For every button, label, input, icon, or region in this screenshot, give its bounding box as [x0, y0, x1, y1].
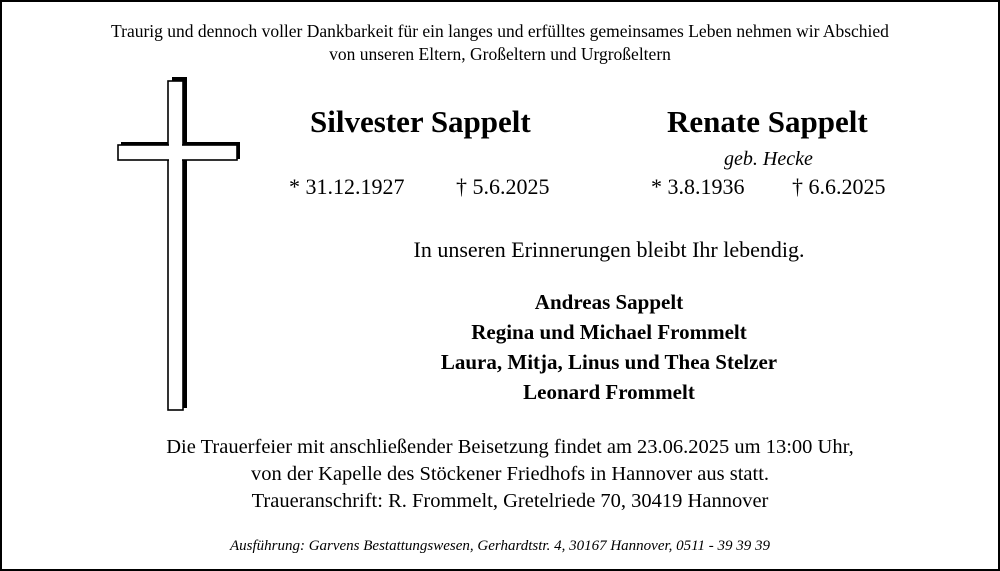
- latin-cross-icon: [2, 2, 262, 422]
- birth-date-2: * 3.8.1936: [651, 174, 745, 199]
- funeral-details: [12, 434, 1000, 515]
- funeral-line-1: Die Trauerfeier mit anschließender Beisetzung findet am 23.06.2025 um 13:00 Uhr,: [166, 436, 854, 458]
- death-date-2: † 6.6.2025: [792, 174, 886, 199]
- death-date-1: † 5.6.2025: [456, 174, 550, 199]
- funeral-line-2: von der Kapelle des Stöckener Friedhofs in Hannover aus statt.: [250, 463, 770, 485]
- family-member: Leonard Frommelt: [523, 380, 695, 404]
- funeral-address: Traueranschrift: R. Frommelt, Gretelriede 70, 30419 Hannover: [251, 490, 769, 512]
- memorial-quote: In unseren Erinnerungen bleibt Ihr lebendig.: [413, 237, 805, 262]
- intro-line-2: von unseren Eltern, Großeltern und Urgroßeltern: [329, 44, 671, 64]
- family-member: Andreas Sappelt: [534, 290, 684, 314]
- birth-date-1: * 31.12.1927: [289, 174, 405, 199]
- family-member: Laura, Mitja, Linus und Thea Stelzer: [440, 350, 778, 374]
- deceased-name-2: Renate Sappelt: [667, 104, 868, 139]
- family-member: Regina und Michael Frommelt: [471, 320, 747, 344]
- undertaker-footer: Ausführung: Garvens Bestattungswesen, Gerhardtstr. 4, 30167 Hannover, 0511 - 39 39 39: [229, 538, 771, 554]
- maiden-name: geb. Hecke: [724, 148, 813, 170]
- intro-line-1: Traurig und dennoch voller Dankbarkeit für ein langes und erfülltes gemeinsames Leben nehmen wir Abschied: [111, 21, 889, 41]
- deceased-name-1: Silvester Sappelt: [310, 104, 531, 139]
- family-list: [236, 287, 982, 407]
